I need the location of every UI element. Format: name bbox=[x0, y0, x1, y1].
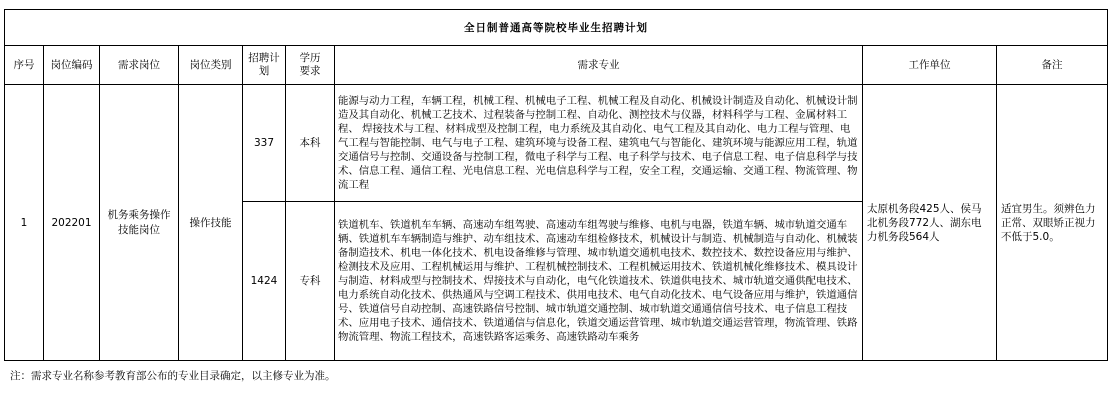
cell-count-college: 1424 bbox=[243, 202, 286, 361]
cell-edu-college: 专科 bbox=[286, 202, 335, 361]
header-edu bbox=[286, 46, 335, 85]
cell-unit: 太原机务段425人、侯马北机务段772人、湖东电力机务段564人 bbox=[863, 85, 997, 361]
header-position: 需求岗位 bbox=[100, 46, 179, 85]
header-remark: 备注 bbox=[997, 46, 1108, 85]
table-title: 全日制普通高等院校毕业生招聘计划 bbox=[5, 10, 1108, 46]
cell-position bbox=[100, 85, 179, 361]
cell-code: 202201 bbox=[44, 85, 100, 361]
header-edu-text: 学历要求 bbox=[299, 52, 321, 77]
cell-majors-bachelor: 能源与动力工程，车辆工程，机械工程、机械电子工程、机械工程及自动化、机械设计制造及自动化、机械设计制造及其自动化、机械工艺技术、过程装备与控制工程、自动化、测控技术与仪器，材料科学与工程、金属材料工程、 焊接技术与工程、材料成型及控制工程，电力系统及其自动化、电气工程及其自动化、电力工程与管理、电气工程与智能控制、电气与电子工程、建筑环境与设备工程、建筑电气与智能化、建筑环境与能源应用工程，轨道交通信号与控制、交通设备与控制工程，微电子科学与工程、电子科学与技术、电子信息工程、电子信息科学与技术、信息工程、通信工程、光电信息工程、光电信息科学与工程，安全工程，交通运输、交通工程、物流管理、物流工程 bbox=[335, 85, 863, 202]
cell-category: 操作技能 bbox=[179, 85, 243, 361]
table-row-bachelor bbox=[5, 85, 1108, 202]
cell-edu-bachelor: 本科 bbox=[286, 85, 335, 202]
header-row bbox=[5, 46, 1108, 85]
header-code: 岗位编码 bbox=[44, 46, 100, 85]
header-unit: 工作单位 bbox=[863, 46, 997, 85]
header-count-text: 招聘计划 bbox=[248, 52, 280, 77]
header-major: 需求专业 bbox=[335, 46, 863, 85]
cell-position-text: 机务乘务操作技能岗位 bbox=[107, 208, 171, 236]
cell-seq: 1 bbox=[5, 85, 44, 361]
cell-majors-college: 铁道机车、铁道机车车辆、高速动车组驾驶、高速动车组驾驶与维修、电机与电器，铁道车辆、城市轨道交通车辆、铁道机车车辆制造与维护、动车组技术、高速动车组检修技术，机械设计与制造、机械制造与自动化、机械装备制造技术、机电一体化技术、机电设备维修与管理、城市轨道交通机电技术、数控技术、数控设备应用与维护、检测技术及应用、工程机械运用与维护、工程机械控制技术、工程机械运用技术、铁道机械化维修技术、模具设计与制造、材料成型与控制技术、焊接技术与自动化，电气化铁道技术、铁道供电技术、城市轨道交通供配电技术、电力系统自动化技术、供热通风与空调工程技术、供用电技术、电气自动化技术、电气设备应用与维护，铁道通信号、铁道信号自动控制、高速铁路信号控制、城市轨道交通控制、城市轨道交通通信信号技术、电子信息工程技术、应用电子技术、通信技术、铁道通信与信息化，铁道交通运营管理、城市轨道交通运营管理，物流管理、铁路物流管理、物流工程技术，高速铁路客运乘务、高速铁路动车乘务 bbox=[335, 202, 863, 361]
cell-remark: 适宜男生。须辨色力正常、双眼矫正视力不低于5.0。 bbox=[997, 85, 1108, 361]
cell-count-bachelor: 337 bbox=[243, 85, 286, 202]
recruitment-table bbox=[4, 9, 1108, 361]
header-category: 岗位类别 bbox=[179, 46, 243, 85]
header-seq: 序号 bbox=[5, 46, 44, 85]
header-count bbox=[243, 46, 286, 85]
footnote: 注：需求专业名称参考教育部公布的专业目录确定，以主修专业为准。 bbox=[10, 370, 336, 382]
